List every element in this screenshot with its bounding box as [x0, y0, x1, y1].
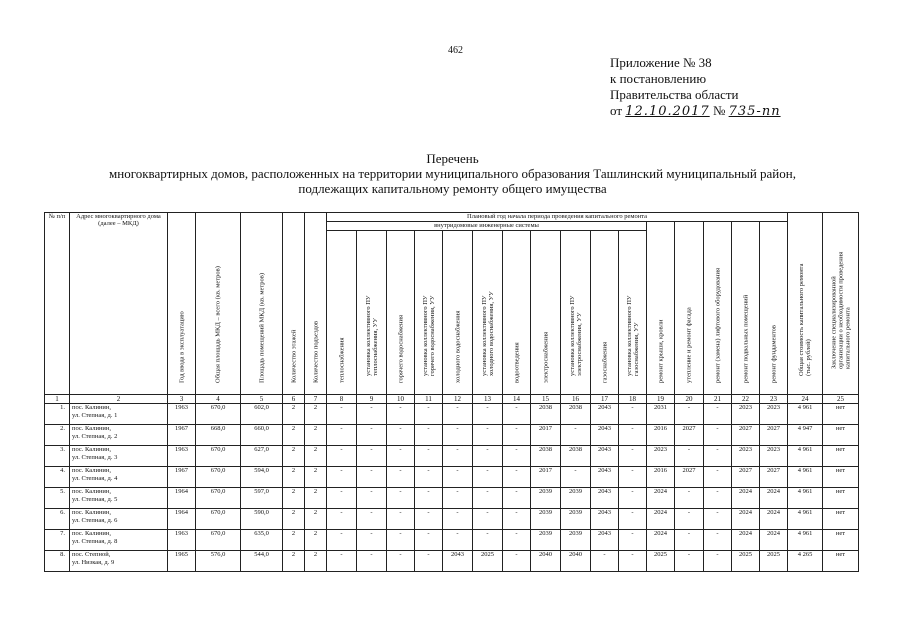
- column-number: 16: [561, 395, 591, 404]
- table-cell: 1967: [168, 425, 196, 446]
- column-number: 21: [704, 395, 732, 404]
- table-row: [45, 404, 859, 425]
- table-cell: 2024: [760, 488, 788, 509]
- header-cold-water-meter: установка коллективного ПУ холодного водоснабжения, УУ: [473, 231, 503, 395]
- header-roof: ремонт крыши, кровли: [647, 222, 675, 395]
- table-cell: 2024: [647, 530, 675, 551]
- table-cell: 635,0: [241, 530, 283, 551]
- table-cell: -: [473, 425, 503, 446]
- table-cell: -: [357, 551, 387, 572]
- header-hot-water: горячего водоснабжения: [387, 231, 415, 395]
- from-label: от: [610, 103, 623, 118]
- table-cell: -: [619, 509, 647, 530]
- table-cell: -: [327, 488, 357, 509]
- table-cell: 660,0: [241, 425, 283, 446]
- header-sewage: водоотведения: [503, 231, 531, 395]
- table-cell: -: [619, 530, 647, 551]
- table-cell: нет: [823, 488, 859, 509]
- address-settlement: пос. Калинин,: [72, 467, 111, 474]
- table-cell: 2039: [531, 509, 561, 530]
- address-street: ул. Степная, д. 2: [72, 433, 118, 440]
- address-cell: [70, 467, 168, 488]
- table-cell: 2039: [531, 530, 561, 551]
- table-cell: 670,0: [196, 467, 241, 488]
- column-number: 18: [619, 395, 647, 404]
- column-number: 9: [357, 395, 387, 404]
- table-cell: 2: [305, 551, 327, 572]
- table-row: [45, 509, 859, 530]
- header-premises-area: Площадь помещений МКД (кв. метров): [241, 213, 283, 395]
- table-cell: 2027: [760, 467, 788, 488]
- table-cell: -: [327, 530, 357, 551]
- page-number: 462: [448, 45, 463, 56]
- address-street: ул. Степная, д. 8: [72, 538, 118, 545]
- table-cell: 2038: [561, 404, 591, 425]
- row-index: 8.: [45, 551, 70, 572]
- table-cell: 2025: [647, 551, 675, 572]
- table-cell: -: [675, 509, 704, 530]
- appendix-line-1: Приложение № 38: [610, 55, 712, 70]
- header-total-cost: Общая стоимость капитального ремонта (тыс. рублей): [788, 213, 823, 395]
- table-cell: 4 265: [788, 551, 823, 572]
- table-cell: 670,0: [196, 404, 241, 425]
- column-number: 17: [591, 395, 619, 404]
- table-cell: 1967: [168, 467, 196, 488]
- column-number: 1: [45, 395, 70, 404]
- table-cell: -: [327, 467, 357, 488]
- table-cell: -: [619, 404, 647, 425]
- table-cell: 2043: [591, 488, 619, 509]
- table-cell: 4 961: [788, 488, 823, 509]
- table-cell: -: [443, 425, 473, 446]
- table-cell: -: [619, 467, 647, 488]
- table-cell: -: [357, 404, 387, 425]
- column-number: 22: [732, 395, 760, 404]
- row-index: 5.: [45, 488, 70, 509]
- column-number: 19: [647, 395, 675, 404]
- table-cell: -: [327, 509, 357, 530]
- handwritten-date: 12.10.2017: [625, 104, 710, 119]
- table-cell: 1963: [168, 404, 196, 425]
- table-cell: 2025: [760, 551, 788, 572]
- table-cell: 576,0: [196, 551, 241, 572]
- header-electricity: электроснабжения: [531, 231, 561, 395]
- table-cell: 2: [283, 488, 305, 509]
- table-cell: -: [387, 488, 415, 509]
- table-cell: 4 961: [788, 467, 823, 488]
- header-gas: газоснабжения: [591, 231, 619, 395]
- header-entrances: Количество подъездов: [305, 213, 327, 395]
- document-subtitle-line-2: подлежащих капитальному ремонту общего имущества: [298, 181, 607, 196]
- table-cell: 2: [283, 425, 305, 446]
- table-cell: -: [619, 446, 647, 467]
- address-settlement: пос. Калинин,: [72, 530, 111, 537]
- table-cell: -: [415, 509, 443, 530]
- address-settlement: пос. Калинин,: [72, 509, 111, 516]
- column-number: 8: [327, 395, 357, 404]
- table-cell: -: [503, 488, 531, 509]
- table-cell: -: [473, 404, 503, 425]
- table-row: [45, 551, 859, 572]
- table-cell: 2027: [675, 467, 704, 488]
- table-cell: -: [704, 446, 732, 467]
- table-cell: 2027: [760, 425, 788, 446]
- table-cell: 590,0: [241, 509, 283, 530]
- table-cell: -: [704, 509, 732, 530]
- address-cell: [70, 446, 168, 467]
- table-cell: 2024: [732, 488, 760, 509]
- table-cell: 2024: [647, 488, 675, 509]
- table-cell: 2039: [561, 488, 591, 509]
- address-street: ул. Низкая, д. 9: [72, 559, 115, 566]
- table-cell: 2: [283, 404, 305, 425]
- table-cell: 2025: [473, 551, 503, 572]
- handwritten-number: 735-пп: [728, 104, 781, 119]
- table-cell: -: [503, 425, 531, 446]
- table-cell: 2: [283, 467, 305, 488]
- table-cell: -: [357, 509, 387, 530]
- table-cell: -: [387, 509, 415, 530]
- header-total-area: Общая площадь МКД – всего (кв. метров): [196, 213, 241, 395]
- table-cell: 2024: [760, 530, 788, 551]
- header-heating-meter: установка коллективного ПУ теплоснабжения, УУ: [357, 231, 387, 395]
- header-year-built: Год ввода в эксплуатацию: [168, 213, 196, 395]
- row-index: 2.: [45, 425, 70, 446]
- table-cell: -: [704, 425, 732, 446]
- table-cell: нет: [823, 404, 859, 425]
- table-cell: 2023: [732, 446, 760, 467]
- header-planned-year: Плановый год начала периода проведения капитального ремонта: [327, 213, 788, 222]
- appendix-date-line: [610, 103, 781, 120]
- row-index: 1.: [45, 404, 70, 425]
- table-cell: -: [443, 446, 473, 467]
- table-cell: 670,0: [196, 446, 241, 467]
- table-cell: 4 961: [788, 509, 823, 530]
- address-cell: [70, 509, 168, 530]
- table-cell: -: [387, 425, 415, 446]
- column-number: 11: [415, 395, 443, 404]
- table-cell: -: [675, 551, 704, 572]
- table-cell: -: [561, 425, 591, 446]
- table-cell: -: [503, 446, 531, 467]
- table-cell: -: [704, 488, 732, 509]
- table-cell: -: [387, 467, 415, 488]
- table-cell: -: [704, 467, 732, 488]
- table-cell: 1963: [168, 530, 196, 551]
- table-cell: -: [675, 530, 704, 551]
- address-cell: [70, 551, 168, 572]
- table-cell: 2: [305, 404, 327, 425]
- table-cell: 2039: [561, 530, 591, 551]
- row-index: 6.: [45, 509, 70, 530]
- appendix-block: [610, 55, 781, 120]
- table-cell: 2039: [561, 509, 591, 530]
- table-cell: -: [619, 551, 647, 572]
- table-cell: -: [503, 404, 531, 425]
- header-conclusion: Заключение специализированной организации о необходимости проведения капитального ремонта: [823, 213, 859, 395]
- column-number: 10: [387, 395, 415, 404]
- table-cell: 2016: [647, 425, 675, 446]
- column-number: 23: [760, 395, 788, 404]
- table-cell: 4 947: [788, 425, 823, 446]
- table-cell: -: [503, 530, 531, 551]
- row-index: 4.: [45, 467, 70, 488]
- table-cell: -: [387, 551, 415, 572]
- table-cell: -: [415, 446, 443, 467]
- table-cell: 2: [283, 509, 305, 530]
- table-cell: -: [327, 551, 357, 572]
- table-cell: 627,0: [241, 446, 283, 467]
- table-row: [45, 530, 859, 551]
- table-cell: 2: [283, 551, 305, 572]
- table-cell: -: [443, 509, 473, 530]
- header-facade: утепление и ремонт фасада: [675, 222, 704, 395]
- table-cell: 2017: [531, 425, 561, 446]
- table-cell: 1963: [168, 446, 196, 467]
- table-cell: 2024: [732, 509, 760, 530]
- header-address: Адрес многоквартирного дома (далее – МКД): [70, 213, 168, 395]
- table-cell: 2: [305, 509, 327, 530]
- document-subtitle-line-1: многоквартирных домов, расположенных на территории муниципального образования Ташлинский муниципальный район,: [109, 166, 796, 181]
- table-cell: нет: [823, 425, 859, 446]
- address-street: ул. Степная, д. 6: [72, 517, 118, 524]
- table-cell: 2016: [647, 467, 675, 488]
- table-cell: 2038: [531, 446, 561, 467]
- column-number: 5: [241, 395, 283, 404]
- address-settlement: пос. Степной,: [72, 551, 111, 558]
- appendix-line-2: к постановлению: [610, 71, 707, 86]
- column-number: 2: [70, 395, 168, 404]
- table-cell: -: [473, 467, 503, 488]
- appendix-line-3: Правительства области: [610, 87, 739, 102]
- table-cell: 2039: [531, 488, 561, 509]
- address-settlement: пос. Калинин,: [72, 404, 111, 411]
- table-cell: -: [704, 551, 732, 572]
- address-settlement: пос. Калинин,: [72, 488, 111, 495]
- document-title: Перечень: [426, 151, 479, 166]
- table-cell: 1965: [168, 551, 196, 572]
- table-cell: -: [415, 425, 443, 446]
- table-cell: 2024: [647, 509, 675, 530]
- header-foundation: ремонт фундаментов: [760, 222, 788, 395]
- column-number: 7: [305, 395, 327, 404]
- table-cell: -: [415, 404, 443, 425]
- table-cell: -: [704, 530, 732, 551]
- address-cell: [70, 530, 168, 551]
- table-cell: 2: [283, 530, 305, 551]
- table-cell: 2043: [591, 467, 619, 488]
- table-cell: 2043: [591, 446, 619, 467]
- column-number-row: [45, 395, 859, 404]
- table-cell: -: [415, 488, 443, 509]
- table-cell: 670,0: [196, 509, 241, 530]
- address-settlement: пос. Калинин,: [72, 425, 111, 432]
- table-cell: 1964: [168, 488, 196, 509]
- table-cell: 670,0: [196, 530, 241, 551]
- table-cell: -: [387, 446, 415, 467]
- table-cell: -: [473, 488, 503, 509]
- table-cell: -: [327, 425, 357, 446]
- table-cell: 2: [305, 467, 327, 488]
- column-number: 3: [168, 395, 196, 404]
- table-cell: -: [473, 509, 503, 530]
- row-index: 3.: [45, 446, 70, 467]
- column-number: 6: [283, 395, 305, 404]
- table-cell: 2043: [443, 551, 473, 572]
- table-cell: -: [675, 446, 704, 467]
- table-cell: -: [591, 551, 619, 572]
- table-cell: 2043: [591, 509, 619, 530]
- table-cell: -: [357, 446, 387, 467]
- table-cell: -: [443, 467, 473, 488]
- table-cell: -: [619, 488, 647, 509]
- table-cell: 602,0: [241, 404, 283, 425]
- column-number: 4: [196, 395, 241, 404]
- table-cell: 4 961: [788, 404, 823, 425]
- table-cell: -: [357, 530, 387, 551]
- header-electricity-meter: установка коллективного ПУ электроснабжения, УУ: [561, 231, 591, 395]
- table-cell: -: [443, 404, 473, 425]
- table-cell: 2023: [647, 446, 675, 467]
- table-cell: 2: [283, 446, 305, 467]
- address-street: ул. Степная, д. 4: [72, 475, 118, 482]
- header-gas-meter: установка коллективного ПУ газоснабжения, УУ: [619, 231, 647, 395]
- table-cell: -: [473, 530, 503, 551]
- column-number: 24: [788, 395, 823, 404]
- table-cell: -: [561, 467, 591, 488]
- table-cell: нет: [823, 530, 859, 551]
- table-cell: -: [387, 404, 415, 425]
- table-cell: 2024: [732, 530, 760, 551]
- header-cold-water: холодного водоснабжения: [443, 231, 473, 395]
- table-cell: 2: [305, 530, 327, 551]
- table-cell: -: [327, 446, 357, 467]
- table-cell: 2040: [561, 551, 591, 572]
- table-cell: 2038: [531, 404, 561, 425]
- table-cell: 2: [305, 446, 327, 467]
- table-cell: 670,0: [196, 488, 241, 509]
- table-cell: -: [503, 467, 531, 488]
- header-no: № п/п: [45, 213, 70, 395]
- table-cell: -: [443, 488, 473, 509]
- table-cell: -: [415, 551, 443, 572]
- table-row: [45, 425, 859, 446]
- table-cell: -: [503, 509, 531, 530]
- table-cell: -: [415, 467, 443, 488]
- table-cell: -: [387, 530, 415, 551]
- address-street: ул. Степная, д. 5: [72, 496, 118, 503]
- table-cell: 2: [305, 425, 327, 446]
- header-basement: ремонт подвальных помещений: [732, 222, 760, 395]
- table-cell: 2043: [591, 425, 619, 446]
- address-street: ул. Степная, д. 1: [72, 412, 118, 419]
- table-cell: 594,0: [241, 467, 283, 488]
- address-street: ул. Степная, д. 3: [72, 454, 118, 461]
- table-cell: 2027: [732, 425, 760, 446]
- table-cell: 2038: [561, 446, 591, 467]
- table-cell: 2: [305, 488, 327, 509]
- table-cell: -: [503, 551, 531, 572]
- address-cell: [70, 404, 168, 425]
- table-cell: 597,0: [241, 488, 283, 509]
- table-row: [45, 446, 859, 467]
- table-cell: -: [327, 404, 357, 425]
- table-cell: 544,0: [241, 551, 283, 572]
- table-cell: 2023: [760, 404, 788, 425]
- table-cell: 2017: [531, 467, 561, 488]
- table-cell: нет: [823, 509, 859, 530]
- table-cell: нет: [823, 467, 859, 488]
- table-cell: -: [675, 488, 704, 509]
- table-cell: -: [443, 530, 473, 551]
- header-engineering-systems: внутридомовые инженерные системы: [327, 222, 647, 231]
- header-floors: Количество этажей: [283, 213, 305, 395]
- table-cell: -: [619, 425, 647, 446]
- address-cell: [70, 488, 168, 509]
- table-cell: 2040: [531, 551, 561, 572]
- table-cell: 4 961: [788, 446, 823, 467]
- address-settlement: пос. Калинин,: [72, 446, 111, 453]
- table-cell: -: [675, 404, 704, 425]
- table-cell: -: [704, 404, 732, 425]
- table-cell: 2043: [591, 530, 619, 551]
- table-row: [45, 467, 859, 488]
- table-cell: 2024: [760, 509, 788, 530]
- header-hot-water-meter: установка коллективного ПУ горячего водоснабжения, УУ: [415, 231, 443, 395]
- table-cell: -: [357, 425, 387, 446]
- table-row: [45, 488, 859, 509]
- table-cell: -: [473, 446, 503, 467]
- table-cell: 2027: [675, 425, 704, 446]
- column-number: 25: [823, 395, 859, 404]
- column-number: 13: [473, 395, 503, 404]
- table-cell: 2023: [732, 404, 760, 425]
- table-cell: 4 961: [788, 530, 823, 551]
- column-number: 20: [675, 395, 704, 404]
- table-cell: 2023: [760, 446, 788, 467]
- table-cell: -: [357, 467, 387, 488]
- table-cell: 2043: [591, 404, 619, 425]
- column-number: 12: [443, 395, 473, 404]
- table-cell: -: [357, 488, 387, 509]
- header-heating: теплоснабжения: [327, 231, 357, 395]
- repair-register-table: [44, 212, 859, 572]
- table-cell: 2031: [647, 404, 675, 425]
- table-cell: нет: [823, 551, 859, 572]
- table-cell: -: [415, 530, 443, 551]
- table-cell: 1964: [168, 509, 196, 530]
- address-cell: [70, 425, 168, 446]
- number-label: №: [712, 103, 726, 118]
- row-index: 7.: [45, 530, 70, 551]
- table-cell: 668,0: [196, 425, 241, 446]
- column-number: 15: [531, 395, 561, 404]
- table-cell: 2025: [732, 551, 760, 572]
- header-elevator: ремонт (замена) лифтового оборудования: [704, 222, 732, 395]
- column-number: 14: [503, 395, 531, 404]
- table-cell: 2027: [732, 467, 760, 488]
- table-cell: нет: [823, 446, 859, 467]
